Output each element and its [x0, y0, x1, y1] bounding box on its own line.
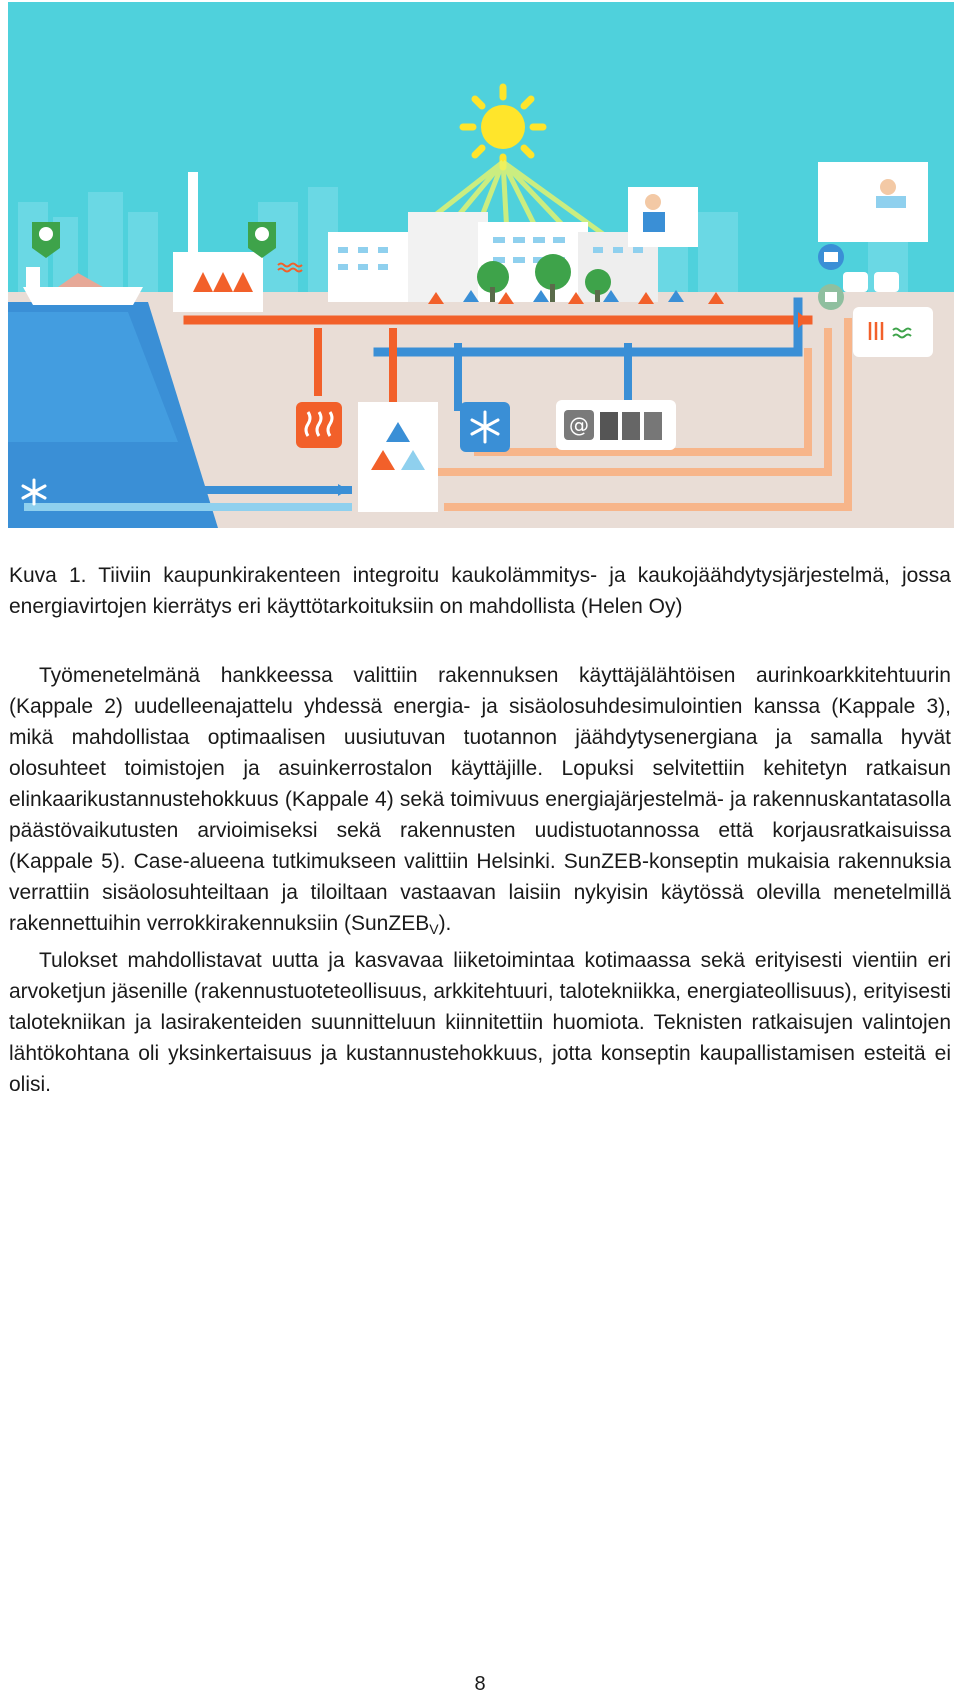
bathroom-window — [818, 162, 928, 242]
page-number: 8 — [474, 1673, 486, 1695]
recycle-icon — [358, 402, 438, 512]
caption-label: Kuva 1. — [9, 564, 87, 587]
paragraph-1-end: ). — [438, 912, 452, 935]
body-text — [9, 660, 951, 1100]
datacenter-symbol: @ — [569, 413, 589, 437]
heat-icon — [296, 402, 342, 448]
paragraph-1 — [9, 660, 951, 945]
data-center-icon — [556, 400, 676, 450]
caption-text: Tiiviin kaupunkirakenteen integroitu kaukolämmitys- ja kaukojäähdytysjärjestelmä, jossa energiavirtojen kierrätys eri käyttötarkoituksiin on mahdollista (Helen Oy) — [9, 564, 951, 618]
paragraph-1-text: Työmenetelmänä hankkeessa valittiin rakennuksen käyttäjälähtöisen aurinkoarkkitehtuurin (Kappale 2) uudelleenajattelu yhdessä energia- ja sisäolosuhdesimulointien kanssa (Kappale 3), mikä mahdollistaa optimaalisen uusiutuvan tuotannon jäähdytysenergiana ja samalla hyvät olosuhteet toimistojen ja asuinkerrostalon käyttäjille. Lopuksi selvitettiin kehitetyn ratkaisun elinkaarikustannustehokkuus (Kappale 4) sekä toimivuus energiajärjestelmä- ja rakennuskantatasolla päästövaikutusten arvioimiseksi sekä rakennusten uudistuotannossa että korjausratkaisuissa (Kappale 5). Case-alueena tutkimukseen valittiin Helsinki. SunZEB-konseptin mukaisia rakennuksia verrattiin sisäolosuhteiltaan ja tiloiltaan vastaavan laisiin nykyisin käytössä olevilla menetelmillä rakennettuihin verrokkirakennuksiin (SunZEB — [9, 664, 951, 935]
paragraph-1-subscript: V — [429, 921, 439, 937]
paragraph-2: Tulokset mahdollistavat uutta ja kasvavaa liiketoimintaa kotimaassa sekä erityisesti vientiin eri arvoketjun jäsenille (rakennustuoteteollisuus, arkkitehtuuri, talotekniikka, energiateollisuus), erityisesti talotekniikan ja lasirakenteiden suunnitteluun kiinnitettiin huomiota. Teknisten ratkaisujen valintojen lähtökohtana oli yksinkertaisuus ja kustannustehokkuus, jotta konseptin kaupallistamisen esteitä ei olisi. — [9, 949, 951, 1096]
heat-exchanger-unit — [853, 307, 933, 357]
illustration-svg — [8, 2, 954, 528]
shower-icon — [818, 244, 844, 270]
snowflake-icon — [460, 402, 510, 452]
figure-caption — [9, 560, 951, 622]
energy-system-illustration — [8, 2, 954, 528]
toilet-icon — [818, 284, 844, 310]
sun-icon — [463, 87, 543, 167]
